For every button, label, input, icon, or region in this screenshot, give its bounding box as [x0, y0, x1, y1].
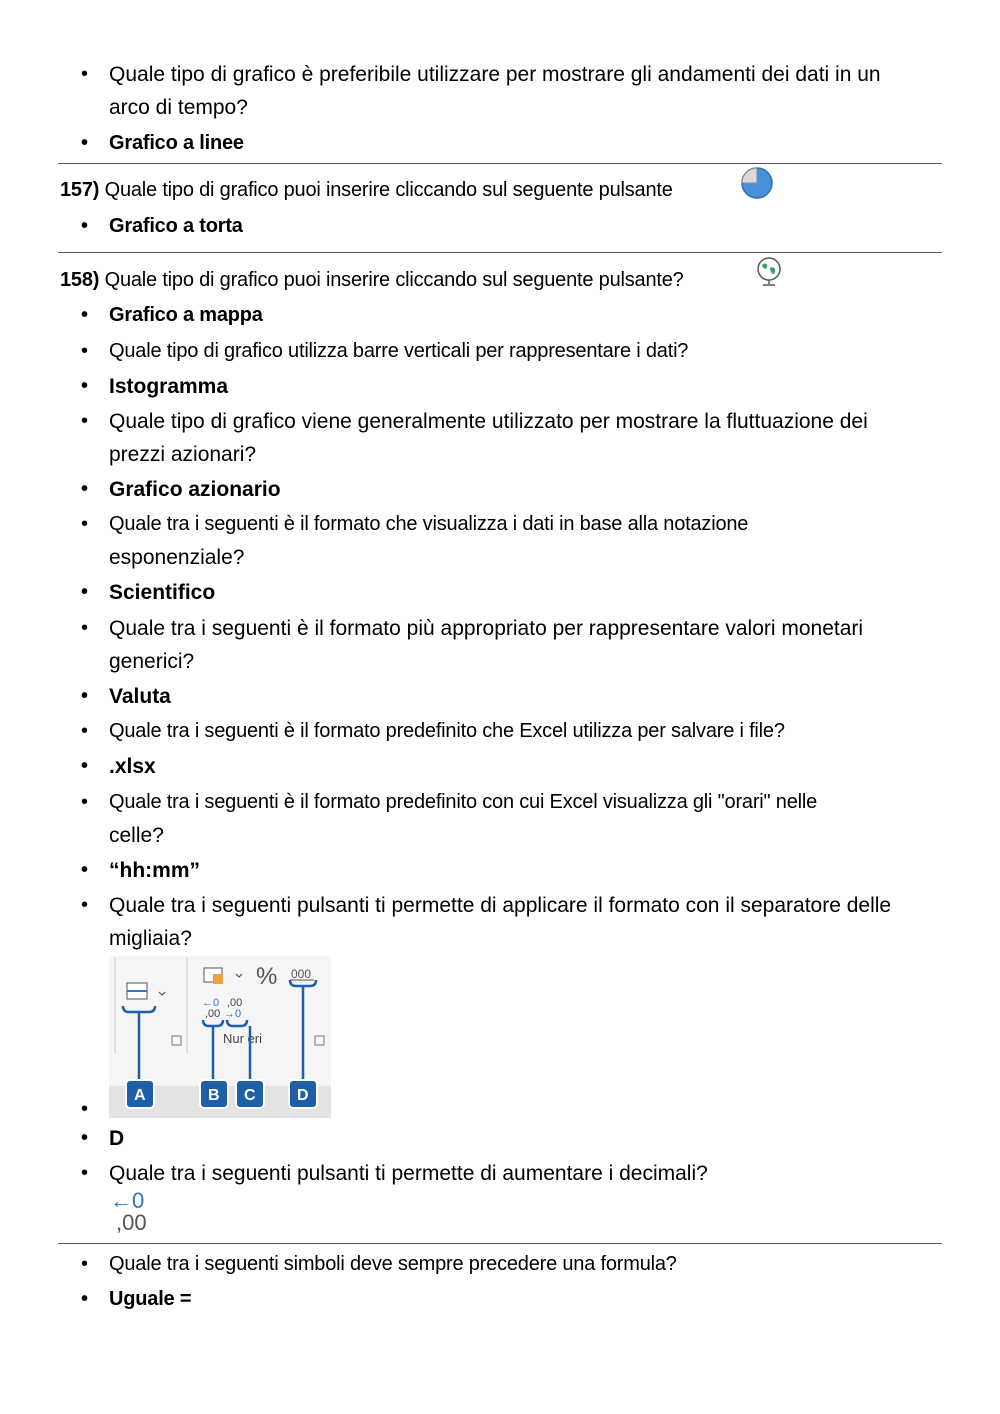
ribbon-label-a: A [134, 1087, 146, 1104]
decrease-decimal-bottom: →0 [224, 1008, 242, 1020]
list-item: • Quale tra i seguenti pulsanti ti permette di aumentare i decimali? [109, 1157, 708, 1190]
list-item-continuation: esponenziale? [109, 546, 245, 569]
list-bullet: • [81, 1098, 89, 1120]
list-item: • Quale tipo di grafico è preferibile utilizzare per mostrare gli andamenti dei dati in un [109, 58, 881, 91]
list-item-answer: • Grafico a mappa [109, 299, 263, 332]
ribbon-number-group-image [109, 956, 331, 1118]
list-item-continuation: celle? [109, 824, 164, 847]
list-item: • Quale tra i seguenti simboli deve sempre precedere una formula? [109, 1248, 677, 1281]
list-item-continuation: arco di tempo? [109, 96, 248, 119]
ribbon-label-d: D [297, 1087, 309, 1104]
list-item-answer: • D [109, 1122, 124, 1155]
list-item: • Quale tra i seguenti pulsanti ti permette di applicare il formato con il separatore delle [109, 889, 891, 922]
list-item: • Quale tra i seguenti è il formato predefinito che Excel utilizza per salvare i file? [109, 715, 785, 748]
question-number: 158) [60, 269, 100, 291]
ribbon-label-b: B [208, 1087, 220, 1104]
increase-decimal-icon [110, 1190, 160, 1236]
list-item-continuation: migliaia? [109, 927, 192, 950]
pie-chart-icon [740, 166, 774, 200]
divider [58, 163, 942, 164]
globe-map-icon [755, 256, 783, 288]
increase-decimal-top: ←0 [202, 997, 220, 1009]
increase-decimal-bottom: ,00 [205, 1008, 221, 1020]
question-number: 157) [60, 179, 100, 201]
list-item-answer: • Uguale = [109, 1283, 191, 1316]
list-item-answer: • Istogramma [109, 370, 228, 403]
list-item: • Quale tipo di grafico viene generalmente utilizzato per mostrare la fluttuazione dei [109, 405, 868, 438]
list-item-answer: • “hh:mm” [109, 854, 200, 887]
decrease-decimal-top: ,00 [227, 997, 243, 1009]
question-158 [60, 264, 684, 297]
list-item-answer: • Valuta [109, 680, 171, 713]
list-item-continuation: generici? [109, 650, 195, 673]
list-item: • Quale tipo di grafico utilizza barre verticali per rappresentare i dati? [109, 335, 688, 368]
list-item-answer: • .xlsx [109, 750, 156, 783]
question-text: Quale tipo di grafico puoi inserire cliccando sul seguente pulsante [104, 179, 673, 201]
list-item: • Quale tra i seguenti è il formato che visualizza i dati in base alla notazione [109, 508, 748, 541]
percent-icon: % [256, 963, 278, 990]
list-item-continuation: prezzi azionari? [109, 443, 257, 466]
numbers-group-label: Nur eri [223, 1031, 263, 1046]
divider [58, 252, 942, 253]
thousands-separator-icon: 000 [291, 967, 312, 981]
ribbon-label-c: C [244, 1087, 256, 1104]
list-item-answer: • Grafico azionario [109, 473, 281, 506]
list-item-answer: • Grafico a linee [109, 127, 244, 160]
divider [58, 1243, 942, 1244]
increase-decimal-icon-top: ←0 [110, 1188, 145, 1213]
list-item-answer: • Grafico a torta [109, 210, 243, 243]
question-157 [60, 174, 673, 207]
list-item: • Quale tra i seguenti è il formato predefinito con cui Excel visualizza gli "orari" nelle [109, 786, 817, 819]
increase-decimal-icon-bottom: ,00 [116, 1210, 147, 1235]
list-item-answer: • Scientifico [109, 576, 215, 609]
list-item: • Quale tra i seguenti è il formato più appropriato per rappresentare valori monetari [109, 612, 863, 645]
question-text: Quale tipo di grafico puoi inserire cliccando sul seguente pulsante? [104, 269, 684, 291]
